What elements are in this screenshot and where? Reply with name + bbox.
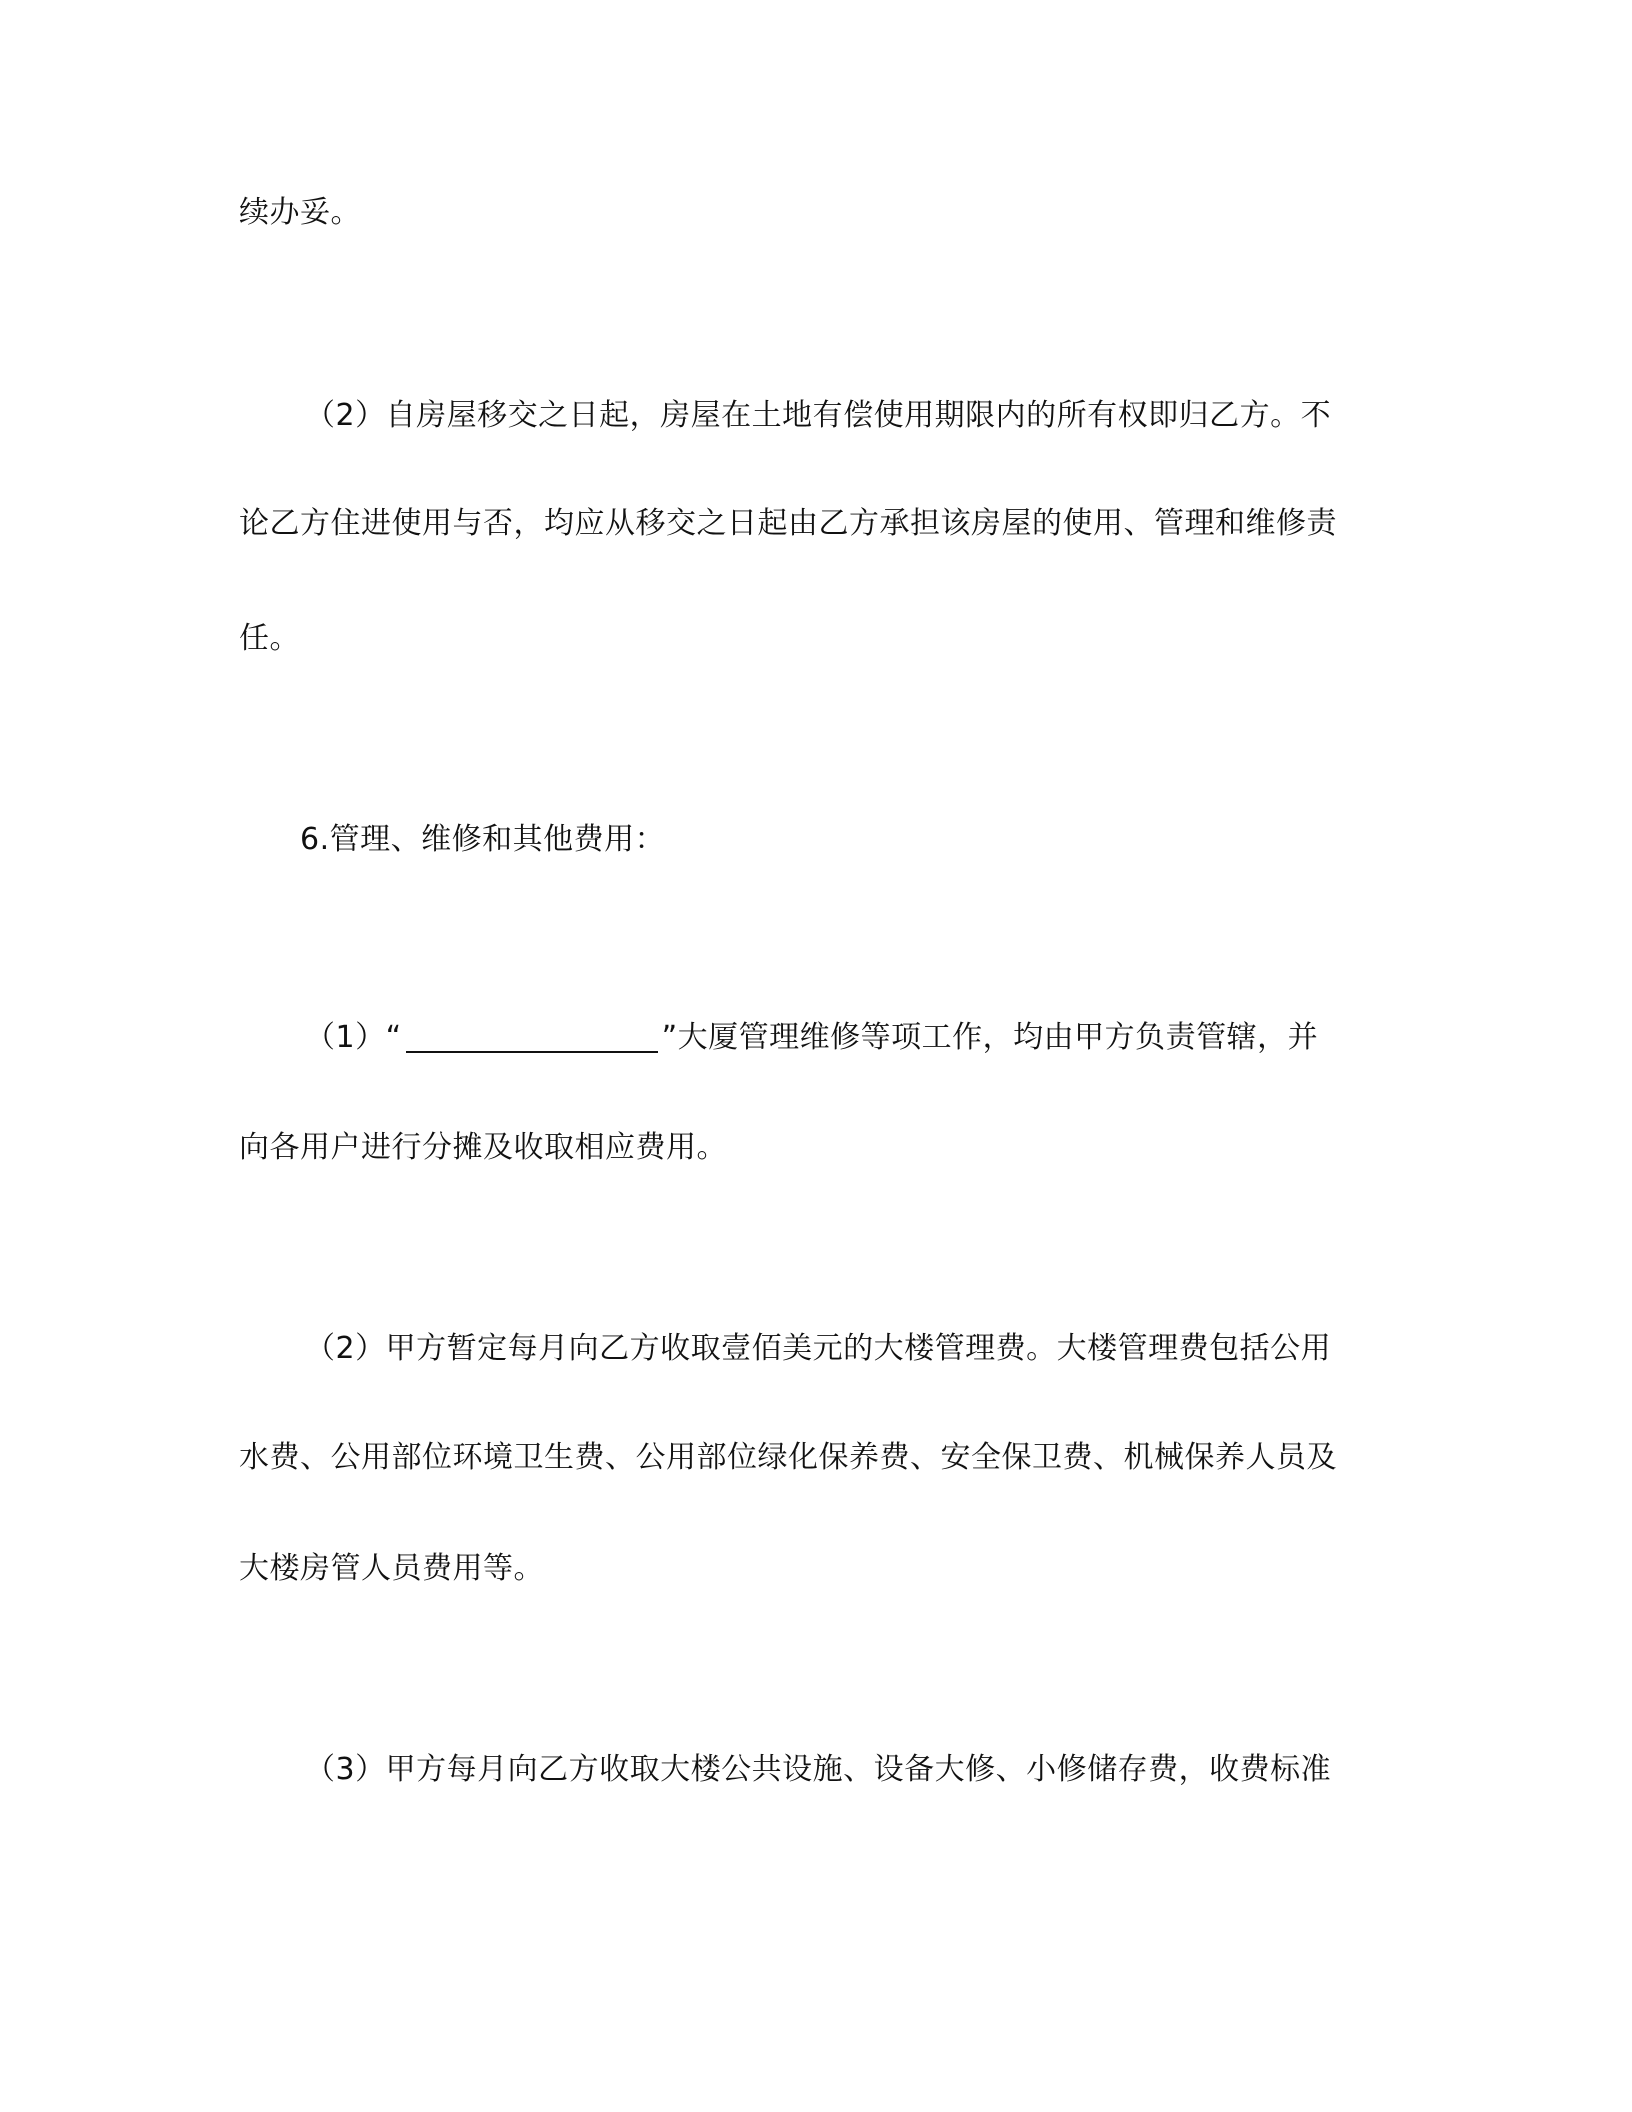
clause-6-1-prefix: （1）“ (305, 1020, 402, 1055)
clause-6-1-suffix: ”大厦管理维修等项工作，均由甲方负责管辖，并 (661, 1020, 1319, 1055)
clause-6-3-line-1: （3）甲方每月向乙方收取大楼公共设施、设备大修、小修储存费，收费标准 (305, 1752, 1332, 1787)
clause-6-1-line-1 (305, 1018, 1318, 1058)
building-name-blank (406, 1021, 658, 1053)
clause-6-2-line-1: （2）甲方暂定每月向乙方收取壹佰美元的大楼管理费。大楼管理费包括公用 (305, 1331, 1332, 1366)
clause-6-2-line-2: 水费、公用部位环境卫生费、公用部位绿化保养费、安全保卫费、机械保养人员及 (239, 1440, 1337, 1475)
clause-6-1-line-2: 向各用户进行分摊及收取相应费用。 (239, 1130, 727, 1165)
clause-5-2-line-2: 论乙方住进使用与否，均应从移交之日起由乙方承担该房屋的使用、管理和维修责 (239, 506, 1337, 541)
clause-6-2-line-3: 大楼房管人员费用等。 (239, 1551, 544, 1586)
clause-5-2-line-3: 任。 (239, 621, 300, 656)
section-6-heading: 6.管理、维修和其他费用： (300, 822, 666, 857)
clause-5-2-line-1: （2）自房屋移交之日起，房屋在土地有偿使用期限内的所有权即归乙方。不 (305, 398, 1332, 433)
text-line-1: 续办妥。 (239, 195, 361, 230)
